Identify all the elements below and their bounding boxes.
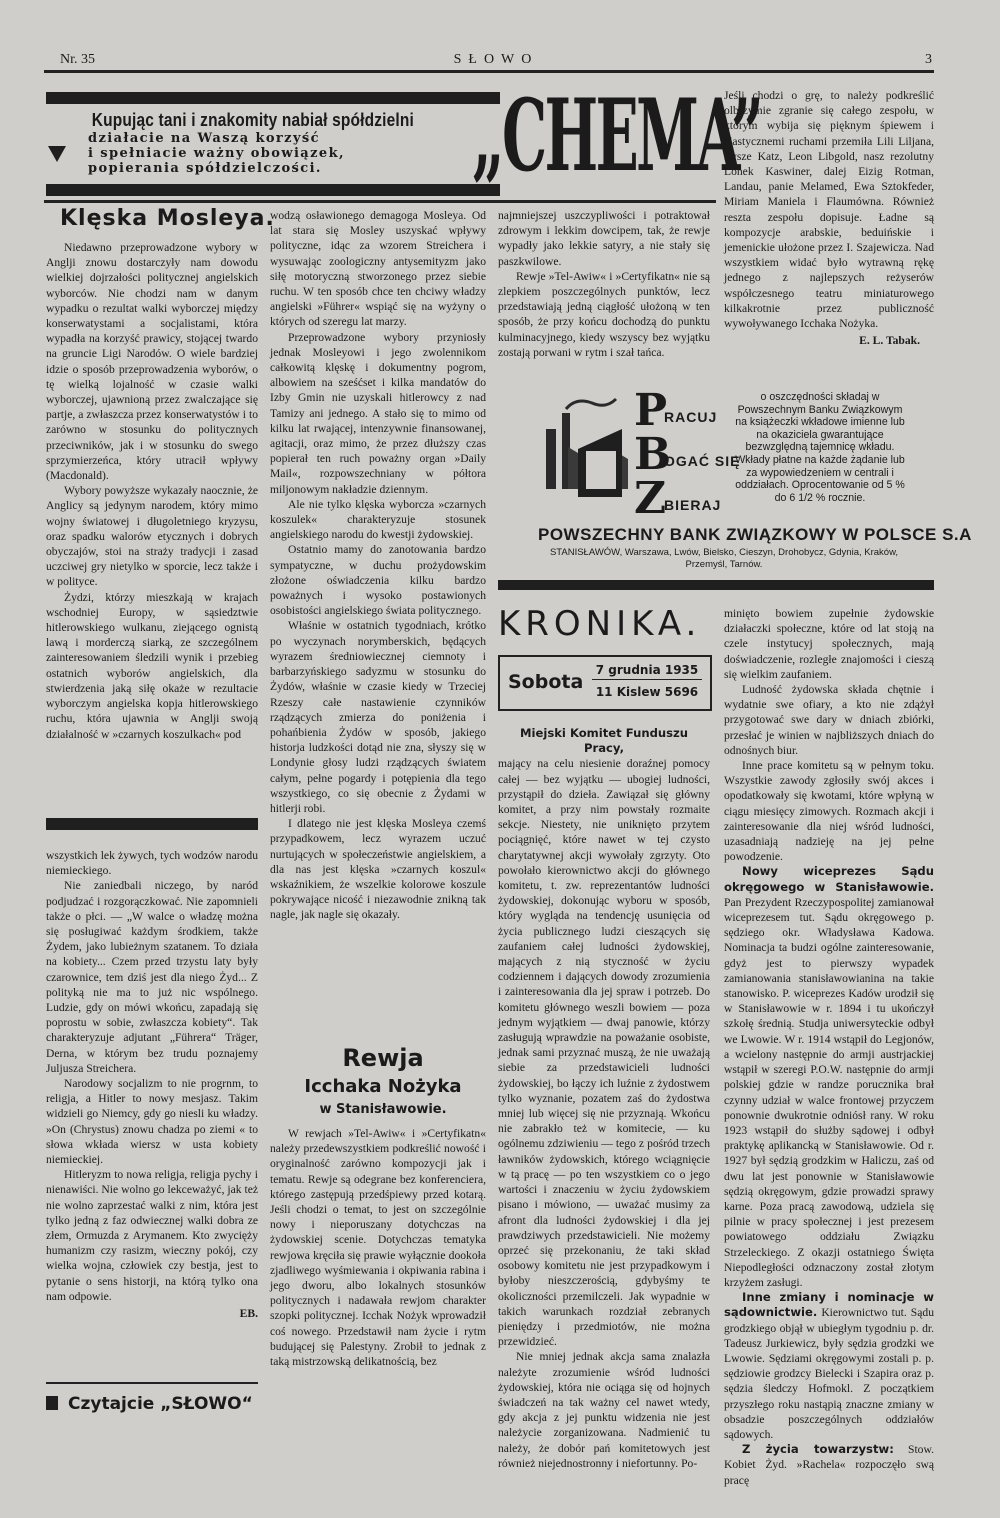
column-break-bar <box>46 818 258 830</box>
paragraph: Nie mniej jednak akcja sama znalazła należyte zrozumienie wśród ludności żydowskiej, która nie ociąga się od hojnych świadczeń na tak ważny cel nawet wtedy, gdy akcja z jej punktu widzenia nie jest należycie zorganizowana. Nadmienić tu należy, że dobór pań komitetowych jest również niejednostronny i niefortunny. Po- <box>498 1350 710 1470</box>
chema-logo: „CHEMA” <box>472 78 762 195</box>
paragraph: W rewjach »Tel-Awiw« i »Certyfikatn« należy przedewszystkiem podkreślić nowość i oryginalność zarówno kompozycji jak i tematu. Rewje są odegrane bez konferenciera, którego zastępują przedśpiewy przed kotarą. Jeśli chodzi o temat, to jest on szczególnie nowy i nieporuszany dotychczas na żydowskiej scenie. Dotychczas tematyka rewjowa kręciła się prawie wyłącznie dookoła zjadliwego wyśmiewania i okpiwania rabina i jego dworu, albo lokalnych stosunków politycznych i nadawała rewjom charakter szopki politycznej. Icchak Nożyk wprowadził coś nowego. Przedstawił nam życie i rytm budującej się Palestyny. Zrobił to jednak z taką mistrzowską delikatnością, bez <box>270 1127 486 1369</box>
pbz-letter-p: P <box>634 385 668 436</box>
paragraph: Pan Prezydent Rzeczypospolitej zamianował wiceprezesem tut. Sądu okręgowego p. sędziego okr. Władysława Kadowa. Nominacja ta budzi ogólne zainteresowanie, gdyż jest to pierwszy wypadek zamianowania stanisławowianina na takie stanowisko. P. wiceprezes Kadów urodził się w Stanisławowie w r. 1894 i tu ukończył szkołę średnią. Studja uniwersyteckie odbył we Lwowie. W r. 1914 wstąpił do Legjonów, a wcielony następnie do armji austrjackiej wstąpił w szeregi P.O.W. następnie do armji polskiej gdzie w randze porucznika brał czynny udział w walce frontowej przyczem ponownie dwukrotnie odniósł rany. W roku 1923 wstąpił do służby sądowej i odbył praktykę aplikancką w Stanisławowie. Od r. 1927 był sędzią grodzkim w Haliczu, zaś od dwu lat jest ponownie w Stanisławowie sędzią okręgowym, gdzie prowadzi sprawy karne. Poza pracą zawodową, udziela się pilnie w pracy społecznej i jest prezesem powiatowego oddziału Związku Strzeleckiego. Z okazji ostatniego Święta Niepodległości odznaczony został złotym krzyżem zasługi. <box>724 895 934 1289</box>
square-bullet-icon <box>46 1396 58 1410</box>
paragraph: Kierownictwo tut. Sądu grodzkiego objął w ubiegłym tygodniu p. dr. Tadeusz Jurkiewicz, były sędzia grodzki we Lwowie. Sędziami okręgowymi zostali p. p. sędziowie grodzcy Bielecki i Szapira oraz p. sędzia śledczy Hofmokl. Z początkiem przyszłego roku nastąpią znaczne zmiany w obsadzie poszczególnych oddziałów sądowych. <box>724 1306 934 1441</box>
rewja-subtitle: Icchaka Nożyka <box>304 1076 462 1097</box>
kronika-title: KRONIKA. <box>498 604 702 644</box>
date-box <box>498 655 712 711</box>
paragraph: Stow. Kobiet Żyd. »Rachela« rozpoczęło swą pracę <box>724 1443 934 1487</box>
weekday: Sobota <box>508 671 584 693</box>
newspaper-title: SŁOWO <box>453 52 539 67</box>
chema-ad-line3: i spełniacie ważny obowiązek, <box>88 146 345 161</box>
chema-ad-line1: Kupując tani i znakomity nabiał spółdzielni <box>91 110 415 130</box>
paragraph: Niedawno przeprowadzone wybory w Anglji znowu dostarczyły nam dowodu wielkiej dojrzałości politycznej angielskich wyborców. Nie chodzi nam w danym wypadku o rezultat walki wyborczej między konserwatystami a socjalistami, która wypadła na korzyść prawicy, stojącej twardo na gruncie Ligi Narodów. O wiele bardziej idzie o sposób przeprowadzenia wyborów, o tę wielką lojalność w czasie walki wyborczej, ujawnioną przez zwalczające się partje, a zwłaszcza przez konserwatystów i to zarówno w stosunku do politycznych przeciwników, jak i w stosunku do swego sprzymierzeńca, który utracił wpływy (Macdonald). <box>46 241 258 483</box>
chema-ad-line2: działacie na Waszą korzyść <box>88 131 320 146</box>
paragraph: Żydzi, którzy mieszkają w krajach wschodniej Europy, w sąsiedztwie hitlerowskiego wulkanu, ziejącego ognistą lawą i morderczą siarką, ze szczególnem zainteresowaniem śledzili wynik i przebieg ostatnich wyborów angielskich, dla stwierdzenia jaką siłę okaże w rezultacie wyborczym angielska kopja hitlerowskiego ruchu, która ujawnia w Anglji swoją działalność w »czarnych koszulkach« pod <box>46 590 258 741</box>
pbz-cities: STANISŁAWÓW, Warszawa, Lwów, Bielsko, Cieszyn, Drohobycz, Gdynia, Kraków, Przemyśl, Tarnów. <box>549 547 899 570</box>
rewja-column-2 <box>270 1126 486 1416</box>
paragraph: Rewje »Tel-Awiw« i »Certyfikatn« nie są zlepkiem poszczególnych punktów, lecz przedstawiają jedną ciągłość ułożoną w ten sposób, że przy końcu dochodzą do punktu kulminacyjnego, kiedy wszyscy bez wyjątku zostają porwani w rytm i szał tańca. <box>498 269 710 359</box>
pbz-bank-name: POWSZECHNY BANK ZWIĄZKOWY W POLSCE S.A <box>538 525 972 544</box>
paragraph: Jeśli chodzi o grę, to należy podkreślić olbrzymie zgranie się całego zespołu, w którym wybija się pięknym śpiewem i elastycznemi ruchami przemiła Lili Liljana, Zysze Katz, Leon Libgold, nasz rezolutny Lonek Kaswiner, dalej Eizig Rotman, Landau, panie Melamed, Ewa Sztokfeder, Miriam Maniela i Flaumówna. Również reszta zespołu dopisuje. Ładne są kompozycje arabskie, beduińskie i jemenickie ułożone przez I. Szajewicza. Nad wszystkiem widać było wytrawną rękę jednego z najlepszych reżyserów współczesnego teatru miniaturowego kilkakrotnie przez publiczność wywoływanego Icchaka Nożyka. <box>724 89 934 331</box>
mosley-column-1b <box>46 848 258 1378</box>
paragraph: I dlatego nie jest klęska Mosleya czemś przypadkowem, lecz wyrazem uczuć nurtujących w społeczeństwie angielskiem, a dla nas jest klęska »czarnych koszul« wskaźnikiem, że wszelkie kolorowe koszule pokrywające nicość i niezawodnie znikną tak nagle, jak nagle się okazały. <box>270 817 486 922</box>
pbz-note: o oszczędności składaj w Powszechnym Banku Związkowym na książeczki wkładowe imienne lub na okaziciela gwarantujące bezwzględną tajemnicę wkładu. Wkłady płatne na każde żądanie lub za wypowiedzeniem w centrali i oddziałach. Oprocentowanie od 5 % do 6 1/2 % rocznie. <box>735 391 905 504</box>
rewja-title: Rewja <box>342 1044 424 1072</box>
paragraph: Inne prace komitetu są w pełnym toku. Wszystkie zawody zgłosiły swój akces i opodatkowały się kwotami, które wpłyną w ciągu miesięcy zimowych. Rozmach akcji i zainteresowanie dla niej wśród ludności, uzasadniają nadzieję na jej pełne powodzenie. <box>724 759 934 864</box>
paragraph: wodzą osławionego demagoga Mosleya. Od lat stara się Mosley uszyskać wpływy polityczne, idąc za wzorem Streichera i wysuwając zoologiczny antysemityzm jako siłę motoryczną stworzonego przez siebie ruchu. W ten sposób chce ten chciwy władzy angielski »Führer« wspiąć się na wyżyny o których od szeregu lat marzy. <box>270 209 486 329</box>
pbz-word-3: BIERAJ <box>664 497 722 513</box>
issue-number: Nr. 35 <box>60 52 95 67</box>
rewja-column-4 <box>724 88 934 364</box>
mosley-headline: Klęska Mosleya. <box>60 206 275 231</box>
paragraph: Hitleryzm to nowa religja, religja pychy i nienawiści. Nie wolno go lekceważyć, jak też nie wolno zaprzestać walki z nim, która jest tylko jedną z faz odwiecznej walki dobra ze złem, Ormuzda z Arymanem. Kto zwycięży humanizm czy rasizm, wieczny pokój, czy wielka wojna, człowiek czy bestja, jest to pytanie o sens historji, na którą tylko ona nam odpowie. <box>46 1168 258 1303</box>
mosley-column-2 <box>270 208 486 1020</box>
kronika-column-4 <box>724 606 934 1487</box>
paragraph: Ale nie tylko klęska wyborcza »czarnych koszulek« charakteryzuje stosunek angielskiego narodu do kwestji żydowskiej. <box>270 497 486 542</box>
czytajcie-label: Czytajcie „SŁOWO“ <box>68 1394 253 1414</box>
paragraph: Wybory powyższe wykazały naocznie, że Anglicy są jedynym narodem, który mimo wojny światowej i długoletniego kryzysu, oraz spadku walorów etycznych i dobrych obyczajów, stoi na straży tradycji i zasad uczciwej gry nietylko w sporcie, lecz także i w polityce. <box>46 484 258 589</box>
subhead: Inne zmiany i nominacje w sądownictwie. <box>724 1290 934 1320</box>
factory-illustration <box>538 389 630 499</box>
pbz-word-1: RACUJ <box>664 409 718 425</box>
kronika-column-3 <box>498 726 710 1470</box>
signature: E. L. Tabak. <box>859 334 920 348</box>
pbz-bank-ad <box>532 385 972 595</box>
pbz-letter-z: Z <box>634 473 667 524</box>
arrow-icon <box>48 146 66 162</box>
ad-bar-top <box>46 92 500 104</box>
paragraph: Ostatnio mamy do zanotowania bardzo sympatyczne, w duchu prożydowskim złożone oświadczenia kilku bardzo poważnych i wysoko postawionych osobistości angielskiego świata politycznego. <box>270 543 486 618</box>
rewja-column-3 <box>498 208 710 380</box>
signature: EB. <box>239 1307 258 1321</box>
page-number: 3 <box>925 52 932 67</box>
pbz-word-2: OGAĆ SIĘ <box>664 453 741 469</box>
subhead: Z życia towarzystw: <box>742 1442 894 1457</box>
chema-ad-text <box>68 110 498 176</box>
paragraph: Nie zaniedbali niczego, by naród podjudzać i rozgorączkować. Nie zapomnieli także o płci. — „W walce o władzę można się posługiwać każdym środkiem, także Żydem, jako lubieżnym szatanem. To działa na kobiety... Czem przed trzystu laty były czarownice, tem dziś jest dla niego Żyd... Z polityką nie ma to już nic wspólnego. Ludzie, gdy on mówi wkońcu, zapadają się poprostu w sobie, zwłaszcza kobiety“. Tak charakteryzuje adjutant „Führera“ Träger, Derna, w którym bez trudu poznajemy Juljusza Streichera. <box>46 879 258 1075</box>
mosley-column-1 <box>46 240 258 800</box>
czytajcie-ad <box>46 1394 253 1414</box>
footer-rule <box>46 1382 258 1384</box>
paragraph: Właśnie w ostatnich tygodniach, krótko po wyczynach norymberskich, będących wyrazem średniowiecznej ciemnoty i barbarzyńskiego sadyzmu w stosunku do Żydów, właśnie w czasie kiedy w Trzeciej Rzeszy całe nastawienie czynników rządzących zmierza do poniżenia i pohańbienia Żydów w sposób, jakiego historja ludzkości dotąd nie zna, słyszy się w Londynie głosy ludzi rządzących światem całym, pełne pogardy i potępienia dla tego wszystkiego, co się obecnie z Żydami w hitlerji robi. <box>270 619 486 815</box>
subhead: Nowy wiceprezes Sądu okręgowego w Stanisławowie. <box>724 864 934 894</box>
paragraph: najmniejszej uszczypliwości i potraktował zdrowym i lekkim dowcipem, tak, że rewje wypadły jako lekkie satyry, a nie stały się paszkwilowe. <box>498 209 710 268</box>
hebrew-date: 11 Kislew 5696 <box>595 685 699 699</box>
masthead <box>60 52 932 70</box>
gregorian-date: 7 grudnia 1935 <box>592 663 702 680</box>
subhead: Miejski Komitet Funduszu Pracy, <box>519 726 689 756</box>
paragraph: wszystkich lek żywych, tych wodzów narodu niemieckiego. <box>46 849 258 878</box>
section-rule <box>44 200 716 203</box>
pbz-letter-b: B <box>634 429 672 480</box>
paragraph: Narodowy socjalizm to nie progrnm, to religja, a Hitler to nowy mesjasz. Takim widzieli go Niemcy, gdy go niesli ku władzy. »On (Chrystus) znowu chadza po ziemi « to słowa wkłada wiersz w usta kobiety niemieckiej. <box>46 1077 258 1167</box>
masthead-rule <box>44 70 934 73</box>
kronika-bar <box>498 580 934 590</box>
ad-bar-bottom <box>46 184 500 196</box>
rewja-location: w Stanisławowie. <box>319 1102 447 1117</box>
paragraph: minięto bowiem zupełnie żydowskie działaczki społeczne, które od lat stoją na czele instytucyj społecznych, mają doświadczenie, rozległe znajomości i cieszą się wielkim zaufaniem. <box>724 607 934 681</box>
chema-ad-line4: popierania spółdzielczości. <box>88 161 322 176</box>
paragraph: mający na celu niesienie doraźnej pomocy całej — bez wyjątku — ubogiej ludności, przystąpił do dzieła. Zawiązał się główny komitet, a przy nim powstały rozmaite sekcje. Niestety, nie uniknięto przytem pociągnięć, które nawet w tej czysto charytatywnej akcji wywołały zgrzyty. Oto powołało kierownictwo akcji do głównego komitetu, t. zw. reprezentantów ludności żydowskiej, dokonując wyboru w sposób, który wygląda na tendencję usunięcia od życia publicznego ludzi cieszących się zaufaniem całej ludności żydowskiej, mających z nią styczność w życiu codziennem i dających dowody zrozumienia i zainteresowania dla jej spraw i potrzeb. Do komitetu głównego weszli bowiem — poza jednym wyjątkiem — dwaj panowie, którzy zasługują wprawdzie na poważanie osobiste, jednak sami przyznać muszą, że nie uważają siebie za przedstawicieli ludności żydowskiej, bo łączy ich luźnie z żydostwem tylko wyznanie, pozatem zaś do żydostwa mniej lub więcej się nie przyznają. Wkońcu nie zabrakło też w komitecie, — ku ogólnemu zdziwieniu — tego z pośród trzech ławników żydowskich, którego wciągnięcie w tą pracę — po ten wszystkiem co o jego wartości i znaczeniu w życiu żydowskiem pisano i mówiono, — uważać musimy za afront dla ludności żydowskiej i dla jej prawdziwych przedstawicieli. Nie możemy oprzeć się przekonaniu, że taki skład osobowy komitetu nie jest przypadkowym i byłoby nieszczerością, gdybyśmy te okoliczności przemilczeli. Jak wypadnie w takich warunkach rozdział zebranych pieniędzy i przedmiotów, nie można przewidzieć. <box>498 757 710 1349</box>
paragraph: Ludność żydowska składa chętnie i wydatnie swe ofiary, a kto nie zdążył przygotować swe dary w dniach zbiórki, przesłać je winien w najbliższych dniach do odnośnych biur. <box>724 683 934 757</box>
paragraph: Przeprowadzone wybory przyniosły jednak Mosleyowi i jego zwolennikom całkowitą klęskę i dokumentny pogrom, albowiem na sześćset i kilka mandatów do Izby Gmin nie uzyskali hitlerowcy z nad Tamizy ani jednego. A stało się to mimo od kilku lat rwającej, intenzywnie finansowanej, agitacji, oraz mimo, że przez dłuższy czas popierał ten ruch poważny organ »Daily Mail«, rozpowszechniany w półtora miljonowym nakładzie dziennym. <box>270 330 486 496</box>
